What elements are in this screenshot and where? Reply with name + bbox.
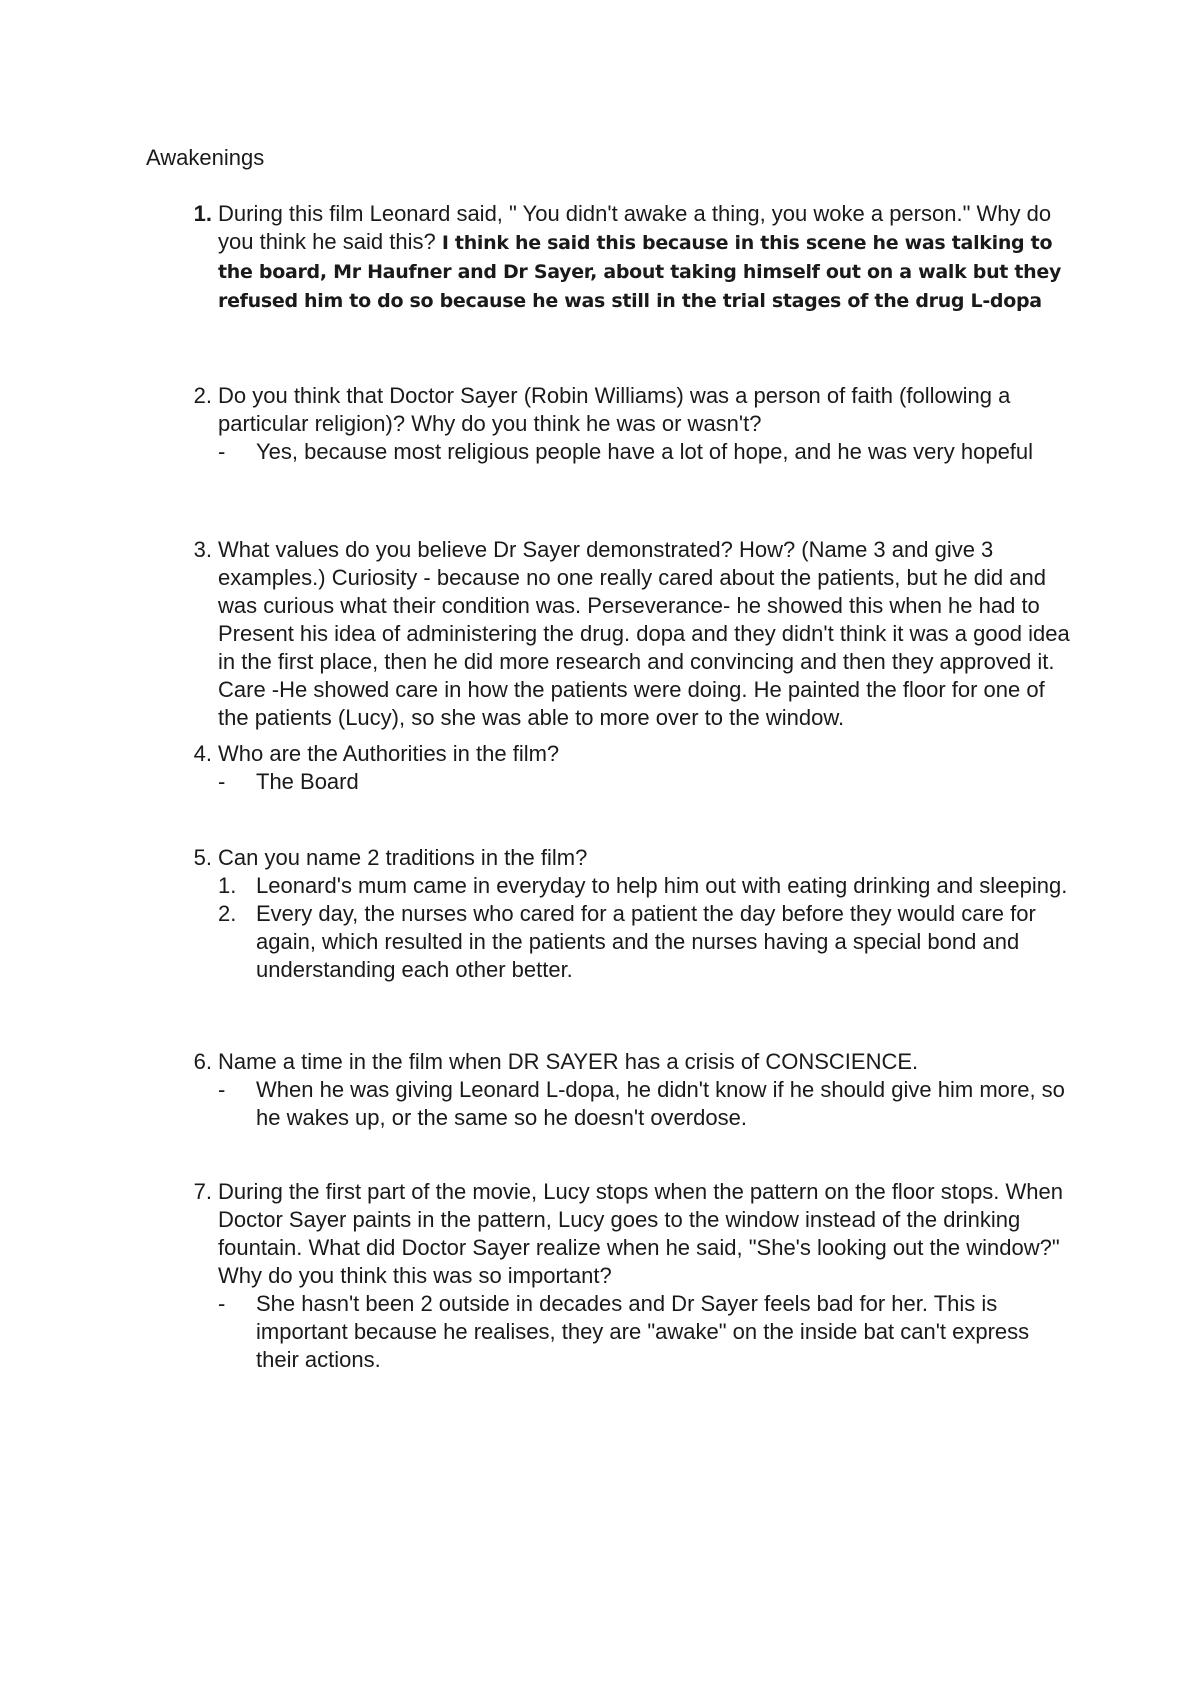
tradition-item-2-number: 2.: [218, 901, 237, 926]
question-5-text: Can you name 2 traditions in the film?: [218, 845, 588, 870]
question-7-text: During the first part of the movie, Lucy stops when the pattern on the floor stops. When Doctor Sayer paints in the pattern, Lucy goes to the window instead of the drinking fountain. What did Doctor Sayer realize when he said, "She's looking out the window?" Why do you think this was so important?: [218, 1179, 1064, 1288]
question-4-number: 4.: [193, 741, 212, 766]
dash-bullet: -: [218, 1291, 226, 1316]
question-2-text: Do you think that Doctor Sayer (Robin Williams) was a person of faith (following a particular religion)? Why do you think he was or wasn't?: [218, 383, 1011, 436]
question-2-answer: Yes, because most religious people have a lot of hope, and he was very hopeful: [256, 439, 1034, 464]
question-1-answer: I think he said this because in this scene he was talking to the board, Mr Haufner and Dr Sayer, about taking himself out on a walk but they refused him to do so because he was still in the trial stages of the drug L-dopa: [218, 232, 1062, 312]
tradition-item-2-text: Every day, the nurses who cared for a patient the day before they would care for again, which resulted in the patients and the nurses having a special bond and understanding each other better.: [256, 901, 1036, 982]
question-5-number: 5.: [193, 845, 212, 870]
question-1-body: [218, 200, 1076, 315]
dash-bullet: -: [218, 1077, 226, 1102]
question-3-number: 3.: [193, 537, 212, 562]
question-6-text: Name a time in the film when DR SAYER has a crisis of CONSCIENCE.: [218, 1049, 919, 1074]
tradition-item-1-text: Leonard's mum came in everyday to help him out with eating drinking and sleeping.: [256, 873, 1068, 898]
tradition-item-1-number: 1.: [218, 873, 237, 898]
question-7-answer: She hasn't been 2 outside in decades and Dr Sayer feels bad for her. This is important because he realises, they are "awake" on the inside bat can't express their actions.: [256, 1291, 1030, 1372]
question-4-answer: The Board: [256, 769, 359, 794]
question-4-answer-item: [218, 768, 1076, 796]
question-3: [146, 536, 1076, 732]
question-5: [146, 844, 1076, 984]
question-1: [146, 200, 1076, 315]
document-title: Awakenings: [146, 145, 265, 170]
question-7: [146, 1178, 1076, 1374]
question-3-text: What values do you believe Dr Sayer demonstrated? How? (Name 3 and give 3 examples.) Curiosity - because no one really cared about the patients, but he did and was curious what their condition was. Perseverance- he showed this when he had to Present his idea of administering the drug. dopa and they didn't think it was a good idea in the first place, then he did more research and convincing and then they approved it. Care -He showed care in how the patients were doing. He painted the floor for one of the patients (Lucy), so she was able to more over to the window.: [218, 537, 1070, 730]
dash-bullet: -: [218, 769, 226, 794]
question-1-text: During this film Leonard said, " You didn't awake a thing, you woke a person." Why do you think he said this?: [218, 201, 1052, 254]
question-7-number: 7.: [193, 1179, 212, 1204]
question-6-answer: When he was giving Leonard L-dopa, he didn't know if he should give him more, so he wakes up, or the same so he doesn't overdose.: [256, 1077, 1065, 1130]
tradition-item-2: [218, 900, 1076, 984]
question-2: [146, 382, 1076, 466]
dash-bullet: -: [218, 439, 226, 464]
question-4: [146, 740, 1076, 796]
question-6: [146, 1048, 1076, 1132]
question-2-number: 2.: [193, 383, 212, 408]
question-6-number: 6.: [193, 1049, 212, 1074]
question-7-answer-item: [218, 1290, 1076, 1374]
question-1-number: 1.: [193, 201, 212, 226]
question-6-answer-item: [218, 1076, 1076, 1132]
question-2-answer-item: [218, 438, 1076, 466]
question-4-text: Who are the Authorities in the film?: [218, 741, 560, 766]
tradition-item-1: [218, 872, 1076, 900]
